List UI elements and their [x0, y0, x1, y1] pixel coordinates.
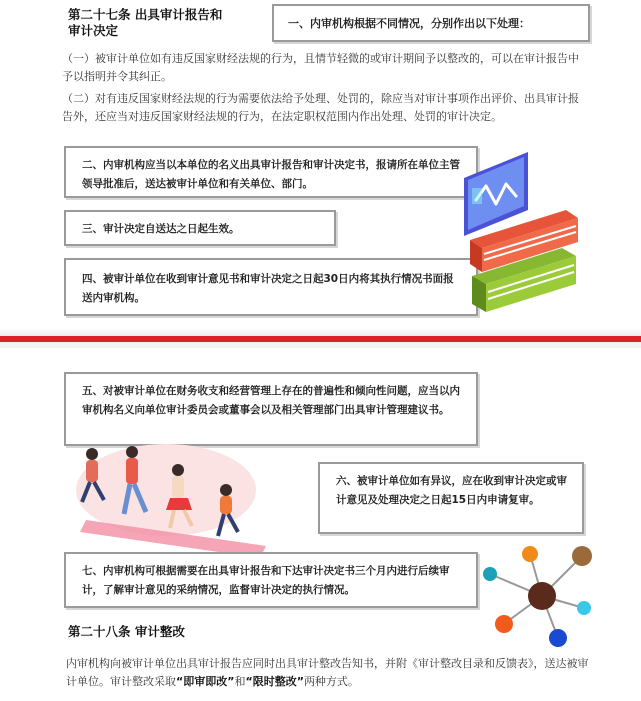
point-2-box [64, 146, 478, 198]
article-28-text-part1: 内审机构向被审计单位出具审计报告应同时出具审计整改告知书，并附《审计整改目录和反馈表》，送达被审计单位。审计整改采取 [66, 657, 589, 688]
point-5-box [64, 372, 478, 446]
network-nodes-illustration [478, 538, 608, 654]
paragraph-2: （二）对有违反国家财经法规的行为需要依法给予处理、处罚的，除应当对审计事项作出评价、出具审计报告外，还应当对违反国家财经法规的行为，在法定职权范围内作出处理、处罚的审计决定。 [62, 92, 579, 123]
node-orange-icon [522, 546, 538, 562]
article-27-title [68, 7, 222, 39]
node-teal-icon [483, 567, 497, 581]
point-7-box [64, 552, 478, 608]
article-28-paragraph [66, 655, 596, 691]
article-28-text-part2: 和 [234, 675, 246, 688]
article-28-text-part3: 两种方式。 [303, 675, 359, 688]
point-1-header-text: 一、内审机构根据不同情况，分别作出以下处理： [288, 17, 530, 30]
node-red-orange-icon [495, 615, 513, 633]
article-28-quote-time-limited: “限时整改” [245, 675, 304, 688]
point-3-box [64, 210, 336, 246]
point-1-header-box [272, 4, 590, 42]
point-3-text: 三、审计决定自送达之日起生效。 [82, 223, 240, 235]
point-7-text: 七、内审机构可根据需要在出具审计报告和下达审计决定书三个月内进行后续审计，了解审计意见的采纳情况，监督审计决定的执行情况。 [82, 565, 450, 596]
article-28-title: 第二十八条 审计整改 [68, 624, 185, 639]
node-cyan-icon [577, 601, 591, 615]
point-4-text: 四、被审计单位在收到审计意见书和审计决定之日起30日内将其执行情况书面报送内审机构。 [82, 273, 454, 304]
point-5-text: 五、对被审计单位在财务收支和经营管理上存在的普遍性和倾向性问题，应当以内审机构名义向单位审计委员会或董事会以及相关管理部门出具审计管理建议书。 [82, 385, 460, 416]
running-people-illustration [66, 440, 278, 560]
node-blue-icon [549, 629, 567, 647]
paragraph-1: （一）被审计单位如有违反国家财经法规的行为，且情节轻微的或审计期间予以整改的，可以在审计报告中予以指明并令其纠正。 [62, 52, 579, 83]
point-6-box [318, 462, 584, 534]
point-2-text: 二、内审机构应当以本单位的名义出具审计报告和审计决定书，报请所在单位主管领导批准后，送达被审计单位和有关单位、部门。 [82, 159, 460, 190]
article-27-title-line1: 第二十七条 出具审计报告和 [68, 7, 223, 22]
center-node-icon [528, 582, 556, 610]
chart-screen-icon [464, 152, 528, 236]
point-4-box [64, 258, 478, 316]
point-6-text: 六、被审计单位如有异议，应在收到审计决定或审计意见及处理决定之日起15日内申请复审。 [336, 475, 567, 506]
article-27-title-line2: 审计决定 [68, 23, 119, 38]
books-illustration [458, 148, 588, 320]
article-28-quote-immediate: “即审即改” [176, 675, 235, 688]
node-brown-icon [572, 546, 592, 566]
